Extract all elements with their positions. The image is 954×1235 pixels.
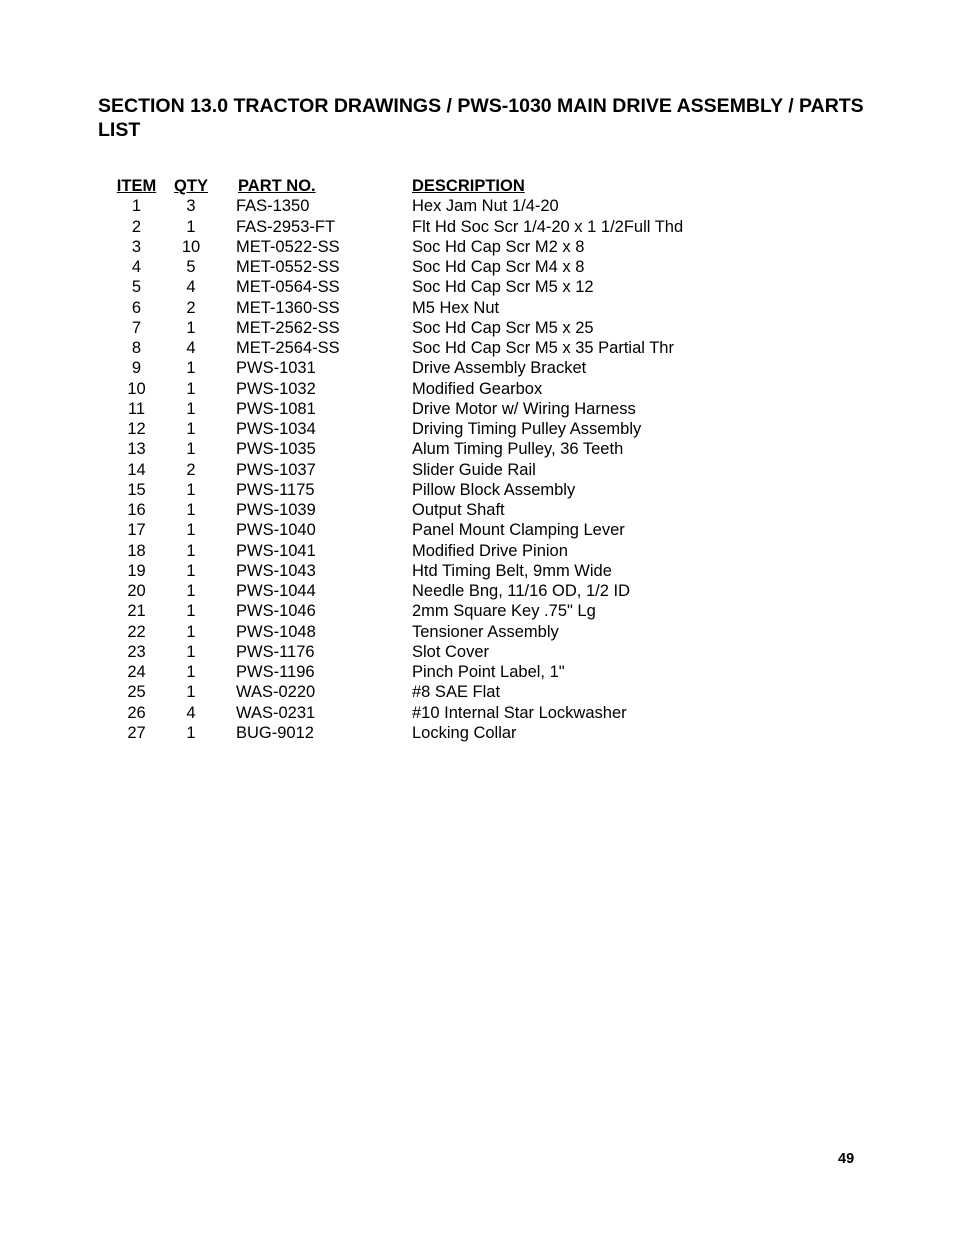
- table-row: [107, 217, 742, 237]
- item-cell: 18: [127, 541, 146, 560]
- item-cell: 10: [127, 379, 146, 398]
- item-cell: 9: [131, 359, 142, 378]
- part-no-cell: PWS-1040: [236, 521, 316, 540]
- qty-cell: 1: [186, 379, 196, 398]
- table-row: [107, 500, 742, 520]
- table-row: [107, 703, 742, 723]
- part-no-cell: BUG-9012: [236, 723, 314, 742]
- parts-list-table: [107, 176, 742, 743]
- part-no-cell: PWS-1037: [236, 460, 316, 479]
- description-cell: Driving Timing Pulley Assembly: [412, 420, 642, 438]
- part-no-cell: PWS-1196: [236, 663, 315, 681]
- description-cell: Panel Mount Clamping Lever: [412, 521, 625, 540]
- parts-table-body: [107, 196, 742, 743]
- table-row: [107, 682, 742, 702]
- qty-cell: 2: [186, 298, 196, 317]
- item-cell: 13: [127, 440, 146, 459]
- qty-cell: 1: [186, 359, 196, 378]
- qty-cell: 1: [186, 480, 196, 499]
- header-part-no: PART NO.: [238, 177, 316, 195]
- table-row: [107, 399, 742, 419]
- part-no-cell: PWS-1081: [236, 399, 316, 418]
- qty-cell: 1: [186, 582, 196, 600]
- table-row: [107, 460, 742, 480]
- table-row: [107, 541, 742, 561]
- table-row: [107, 439, 742, 459]
- table-row: [107, 196, 742, 216]
- item-cell: 11: [127, 399, 146, 418]
- part-no-cell: PWS-1043: [236, 561, 316, 580]
- part-no-cell: PWS-1032: [236, 379, 316, 398]
- table-row: [107, 622, 742, 642]
- table-row: [107, 419, 742, 439]
- part-no-cell: PWS-1034: [236, 420, 316, 438]
- description-cell: Modified Gearbox: [412, 379, 543, 398]
- part-no-cell: PWS-1044: [236, 582, 316, 600]
- qty-cell: 10: [181, 237, 201, 256]
- qty-cell: 2: [186, 460, 196, 479]
- description-cell: Tensioner Assembly: [412, 622, 559, 641]
- description-cell: Drive Motor w/ Wiring Harness: [412, 399, 636, 418]
- qty-cell: 4: [186, 703, 196, 722]
- part-no-cell: FAS-2953-FT: [236, 217, 336, 236]
- description-cell: Alum Timing Pulley, 36 Teeth: [412, 440, 624, 459]
- description-cell: Hex Jam Nut 1/4-20: [412, 197, 559, 216]
- table-row: [107, 520, 742, 540]
- item-cell: 26: [127, 703, 146, 722]
- description-cell: Soc Hd Cap Scr M5 x 35 Partial Thr: [412, 339, 674, 357]
- header-qty: QTY: [174, 177, 208, 195]
- table-row: [107, 601, 742, 621]
- item-cell: 14: [127, 460, 146, 479]
- part-no-cell: MET-2564-SS: [236, 339, 340, 357]
- description-cell: Htd Timing Belt, 9mm Wide: [412, 561, 612, 580]
- description-cell: #8 SAE Flat: [412, 683, 501, 702]
- part-no-cell: MET-0552-SS: [236, 258, 340, 276]
- part-no-cell: PWS-1039: [236, 501, 316, 519]
- description-cell: Pillow Block Assembly: [412, 480, 576, 499]
- table-row: [107, 379, 742, 399]
- description-cell: Soc Hd Cap Scr M4 x 8: [412, 258, 585, 276]
- description-cell: M5 Hex Nut: [412, 298, 500, 317]
- description-cell: Locking Collar: [412, 723, 517, 742]
- part-no-cell: PWS-1041: [236, 541, 316, 560]
- item-cell: 3: [131, 237, 142, 256]
- table-row: [107, 358, 742, 378]
- qty-cell: 1: [186, 541, 196, 560]
- qty-cell: 5: [186, 258, 196, 276]
- item-cell: 6: [131, 298, 142, 317]
- table-row: [107, 318, 742, 338]
- item-cell: 4: [131, 258, 142, 276]
- description-cell: Needle Bng, 11/16 OD, 1/2 ID: [412, 582, 630, 600]
- item-cell: 16: [127, 501, 146, 519]
- item-cell: 17: [127, 521, 146, 540]
- table-row: [107, 561, 742, 581]
- table-row: [107, 277, 742, 297]
- table-row: [107, 480, 742, 500]
- item-cell: 25: [127, 683, 146, 702]
- qty-cell: 1: [186, 501, 196, 519]
- qty-cell: 4: [186, 339, 196, 357]
- part-no-cell: WAS-0220: [236, 683, 316, 702]
- part-no-cell: PWS-1175: [236, 480, 315, 499]
- qty-cell: 1: [186, 642, 196, 661]
- part-no-cell: FAS-1350: [236, 197, 310, 216]
- item-cell: 12: [127, 420, 146, 438]
- description-cell: Modified Drive Pinion: [412, 541, 568, 560]
- item-cell: 2: [131, 217, 142, 236]
- table-row: [107, 723, 742, 743]
- item-cell: 22: [127, 622, 146, 641]
- part-no-cell: MET-2562-SS: [236, 318, 340, 337]
- qty-cell: 1: [186, 399, 196, 418]
- description-cell: Slider Guide Rail: [412, 460, 536, 479]
- qty-cell: 1: [186, 561, 196, 580]
- qty-cell: 1: [186, 521, 196, 540]
- qty-cell: 1: [186, 440, 196, 459]
- part-no-cell: PWS-1048: [236, 622, 316, 641]
- item-cell: 5: [131, 278, 142, 297]
- table-row: [107, 298, 742, 318]
- qty-cell: 1: [186, 217, 196, 236]
- part-no-cell: MET-0564-SS: [236, 278, 340, 297]
- part-no-cell: MET-1360-SS: [236, 298, 340, 317]
- item-cell: 15: [127, 480, 146, 499]
- item-cell: 24: [127, 663, 146, 681]
- description-cell: Soc Hd Cap Scr M5 x 25: [412, 318, 594, 337]
- part-no-cell: PWS-1035: [236, 440, 316, 459]
- item-cell: 23: [127, 642, 146, 661]
- description-cell: Output Shaft: [412, 501, 505, 519]
- table-row: [107, 237, 742, 257]
- description-cell: Soc Hd Cap Scr M5 x 12: [412, 278, 594, 297]
- header-item: ITEM: [116, 177, 157, 195]
- item-cell: 20: [127, 582, 146, 600]
- description-cell: Drive Assembly Bracket: [412, 359, 587, 378]
- table-header-row: [107, 176, 742, 196]
- description-cell: 2mm Square Key .75" Lg: [412, 602, 596, 621]
- qty-cell: 1: [186, 602, 196, 621]
- qty-cell: 1: [186, 318, 196, 337]
- description-cell: Flt Hd Soc Scr 1/4-20 x 1 1/2Full Thd: [412, 217, 684, 236]
- part-no-cell: WAS-0231: [236, 703, 316, 722]
- qty-cell: 1: [186, 663, 196, 681]
- item-cell: 7: [131, 318, 142, 337]
- table-row: [107, 257, 742, 277]
- qty-cell: 3: [186, 197, 196, 216]
- part-no-cell: PWS-1176: [236, 642, 315, 661]
- qty-cell: 1: [186, 723, 196, 742]
- part-no-cell: MET-0522-SS: [236, 237, 340, 256]
- header-description: DESCRIPTION: [412, 177, 525, 195]
- qty-cell: 1: [186, 622, 196, 641]
- qty-cell: 1: [186, 683, 196, 702]
- item-cell: 27: [127, 723, 146, 742]
- table-row: [107, 581, 742, 601]
- item-cell: 21: [127, 602, 146, 621]
- item-cell: 19: [127, 561, 146, 580]
- table-row: [107, 662, 742, 682]
- qty-cell: 1: [186, 420, 196, 438]
- part-no-cell: PWS-1046: [236, 602, 316, 621]
- page-number: 49: [838, 1151, 855, 1167]
- section-title: SECTION 13.0 TRACTOR DRAWINGS / PWS-1030 MAIN DRIVE ASSEMBLY / PARTS LIST: [98, 95, 864, 141]
- table-row: [107, 642, 742, 662]
- description-cell: Slot Cover: [412, 642, 490, 661]
- part-no-cell: PWS-1031: [236, 359, 316, 378]
- description-cell: Soc Hd Cap Scr M2 x 8: [412, 237, 585, 256]
- qty-cell: 4: [186, 278, 196, 297]
- description-cell: #10 Internal Star Lockwasher: [412, 703, 627, 722]
- description-cell: Pinch Point Label, 1": [412, 663, 565, 681]
- item-cell: 1: [131, 197, 142, 216]
- table-row: [107, 338, 742, 358]
- item-cell: 8: [131, 339, 142, 357]
